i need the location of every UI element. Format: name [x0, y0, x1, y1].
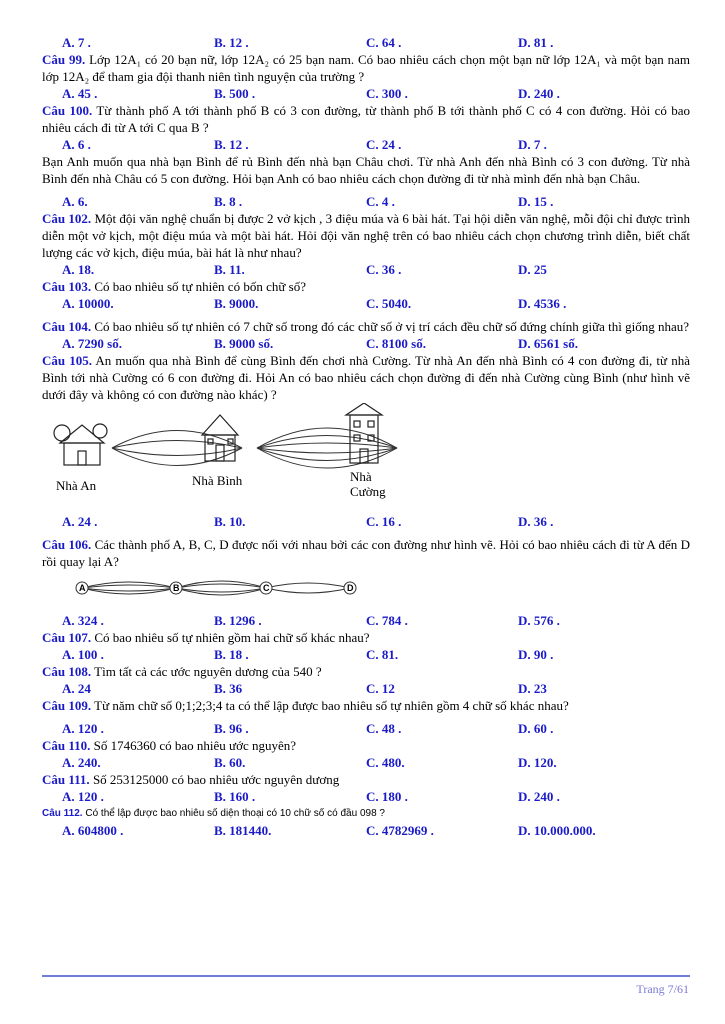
option-c: C. 64 .	[366, 35, 402, 50]
options-109: A. 120 . B. 96 . C. 48 . D. 60 .	[62, 721, 554, 736]
page-number: Trang 7/61	[636, 982, 689, 996]
options-111: A. 120 . B. 160 . C. 180 . D. 240 .	[62, 789, 560, 804]
node-d-label: D	[347, 583, 354, 593]
options-110: A. 240. B. 60. C. 480. D. 120.	[62, 755, 557, 770]
option-d: D. 81 .	[518, 35, 554, 50]
question-111: Câu 111. Số 253125000 có bao nhiêu ước nguyên dương	[42, 772, 340, 787]
question-101: Bạn Anh muốn qua nhà bạn Bình để rủ Bình đến nhà bạn Châu chơi. Từ nhà Anh đến nhà Bình có 3 con đường. Từ nhà Bình đến nhà Châu có 5 con đường. Hỏi bạn Anh có bao nhiêu cách chọn đường đi từ nhà mình đến nhà bạn Châu.	[42, 154, 690, 186]
options-99: A. 45 . B. 500 . C. 300 . D. 240 .	[62, 86, 560, 101]
options-101: A. 6. B. 8 . C. 4 . D. 15 .	[62, 194, 554, 209]
question-102: Câu 102. Một đội văn nghệ chuẩn bị được 2 vở kịch , 3 điệu múa và 6 bài hát. Tại hội diễn văn nghệ, mỗi đội chỉ được trình diễn một vở kịch, một điệu múa và một bài hát. Hỏi đội văn nghệ trên có bao nhiêu cách chọn chương trình diễn, biết chất lượng các vở kịch, điệu múa, bài hát là như nhau?	[42, 211, 690, 260]
question-109: Câu 109. Từ năm chữ số 0;1;2;3;4 ta có thể lập được bao nhiêu số tự nhiên gồm 4 chữ số khác nhau?	[42, 698, 569, 713]
options-104: A. 7290 số. B. 9000 số. C. 8100 số. D. 6561 số.	[62, 336, 578, 351]
options-107: A. 100 . B. 18 . C. 81. D. 90 .	[62, 647, 554, 662]
question-99: Câu 99. Lớp 12A₁ có 20 bạn nữ, lớp 12A₂ có 25 bạn nam. Có bao nhiêu cách chọn một bạn nữ lớp 12A₁ và một bạn nam lớp 12A₂ để tham gia đội thanh niên tình nguyện của trường ?	[42, 52, 691, 84]
label-nha-binh: Nhà Bình	[192, 473, 243, 488]
label-nha-an: Nhà An	[56, 478, 97, 493]
options-top	[42, 34, 690, 51]
options-102: A. 18. B. 11. C. 36 . D. 25	[62, 262, 547, 277]
option-b: B. 12 .	[214, 35, 249, 50]
footer-divider	[42, 975, 690, 977]
question-107: Câu 107. Có bao nhiêu số tự nhiên gồm hai chữ số khác nhau?	[42, 630, 370, 645]
options-108: A. 24 B. 36 C. 12 D. 23	[62, 681, 547, 696]
question-108: Câu 108. Tìm tất cả các ước nguyên dương của 540 ?	[42, 664, 322, 679]
question-104: Câu 104. Có bao nhiêu số tự nhiên có 7 chữ số trong đó các chữ số ở vị trí cách đều chữ số đứng chính giữa thì giống nhau?	[42, 319, 690, 334]
question-100: Câu 100. Từ thành phố A tới thành phố B có 3 con đường, từ thành phố B tới thành phố C có 4 con đường. Hỏi có bao nhiêu cách đi từ A tới C qua B ?	[42, 103, 690, 135]
house-an-icon	[54, 424, 107, 465]
question-106: Câu 106. Các thành phố A, B, C, D được nối với nhau bởi các con đường như hình vẽ. Hỏi có bao nhiêu cách đi từ A đến D rồi quay lại A?	[42, 537, 690, 569]
label-nha-cuong: Nhà Cường	[350, 469, 386, 499]
node-b-label: B	[173, 583, 180, 593]
question-112: Câu 112. Có thể lập được bao nhiêu số diện thoại có 10 chữ số có đầu 098 ?	[42, 808, 385, 819]
page-content	[42, 34, 690, 839]
option-a: A. 7 .	[62, 35, 91, 50]
options-103: A. 10000. B. 9000. C. 5040. D. 4536 .	[62, 296, 567, 311]
options-100: A. 6 . B. 12 . C. 24 . D. 7 .	[62, 137, 547, 152]
city-roads-figure	[42, 570, 690, 606]
node-a-label: A	[79, 583, 86, 593]
options-112: A. 604800 . B. 181440. C. 4782969 . D. 10.000.000.	[62, 823, 596, 838]
houses-figure	[42, 403, 690, 513]
question-110: Câu 110. Số 1746360 có bao nhiêu ước nguyên?	[42, 738, 297, 753]
node-c-label: C	[263, 583, 270, 593]
question-103: Câu 103. Có bao nhiêu số tự nhiên có bốn chữ số?	[42, 279, 306, 294]
question-105: Câu 105. An muốn qua nhà Bình để cùng Bình đến chơi nhà Cường. Từ nhà An đến nhà Bình có 4 con đường đi, từ nhà Bình tới nhà Cường có 6 con đường đi. Hỏi An có bao nhiêu cách chọn đường đi đến nhà Cường cùng Bình (như hình vẽ dưới đây và không có con đường nào khác) ?	[42, 353, 690, 402]
options-105: A. 24 . B. 10. C. 16 . D. 36 .	[62, 514, 554, 529]
city-roads-diagram	[42, 570, 690, 606]
options-106: A. 324 . B. 1296 . C. 784 . D. 576 .	[62, 613, 560, 628]
